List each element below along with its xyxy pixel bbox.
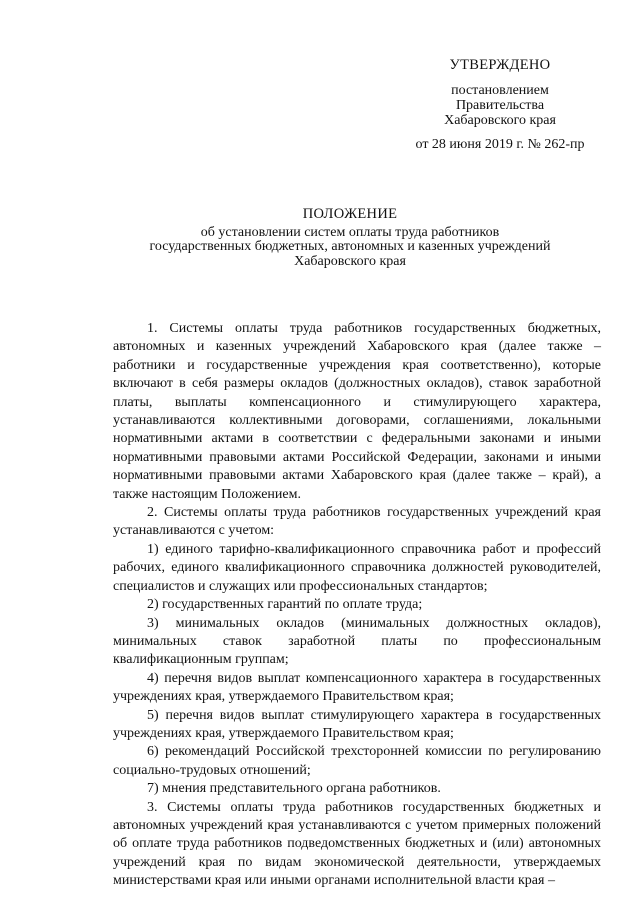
approval-line-region: Хабаровского края	[444, 113, 556, 128]
document-heading	[100, 207, 600, 269]
list-item-3: 3) минимальных окладов (минимальных должностных окладов), минимальных ставок заработной платы по профессиональным квалификационным группам;	[113, 615, 601, 668]
document-subtitle-line-2: государственных бюджетных, автономных и казенных учреждений	[149, 239, 551, 254]
list-item-2: 2) государственных гарантий по оплате труда;	[147, 597, 423, 613]
paragraph-3: 3. Системы оплаты труда работников государственных бюджетных и автономных учреждений края устанавливаются с учетом примерных положений об оплате труда работников подведомственных бюджетных и (или) автономных учреждений края по видам экономической деятельности, утверждаемых министерствами края или иными органами исполнительной власти края –	[113, 799, 601, 889]
paragraph-2: 2. Системы оплаты труда работников государственных учреждений края устанавливаются с учетом:	[113, 505, 601, 539]
list-item-6: 6) рекомендаций Российской трехсторонней комиссии по регулированию социально-трудовых отношений;	[113, 744, 601, 778]
approval-date: от 28 июня 2019 г. № 262-пр	[415, 137, 585, 152]
approved-label: УТВЕРЖДЕНО	[449, 57, 551, 73]
paragraph-1: 1. Системы оплаты труда работников государственных бюджетных, автономных и казенных учреждений Хабаровского края (далее также – работники и государственные учреждения края соответственно), которые включают в себя размеры окладов (должностных окладов), ставок заработной платы, выплаты компенсационного и стимулирующего характера, устанавливаются коллективными договорами, соглашениями, локальными нормативными актами в соответствии с федеральными законами и иными нормативными правовыми актами Российской Федерации, законами и иными нормативными правовыми актами Хабаровского края (далее также – край), а также настоящим Положением.	[113, 321, 601, 502]
document-subtitle-line-3: Хабаровского края	[294, 253, 406, 269]
approval-stamp	[380, 58, 620, 152]
document-title: ПОЛОЖЕНИЕ	[302, 206, 398, 222]
document-body	[113, 320, 601, 891]
list-item-5: 5) перечня видов выплат стимулирующего характера в государственных учреждениях края, утверждаемого Правительством края;	[113, 707, 601, 741]
list-item-1: 1) единого тарифно-квалификационного справочника работ и профессий рабочих, единого квалификационного справочника должностей руководителей, специалистов и служащих или профессиональных стандартов;	[113, 541, 601, 594]
list-item-7: 7) мнения представительного органа работников.	[147, 781, 441, 797]
approval-line-resolution: постановлением	[451, 83, 549, 98]
list-item-4: 4) перечня видов выплат компенсационного характера в государственных учреждениях края, утверждаемого Правительством края;	[113, 670, 601, 705]
document-subtitle-line-1: об установлении систем оплаты труда работников	[200, 224, 500, 240]
approval-line-government: Правительства	[455, 98, 545, 113]
